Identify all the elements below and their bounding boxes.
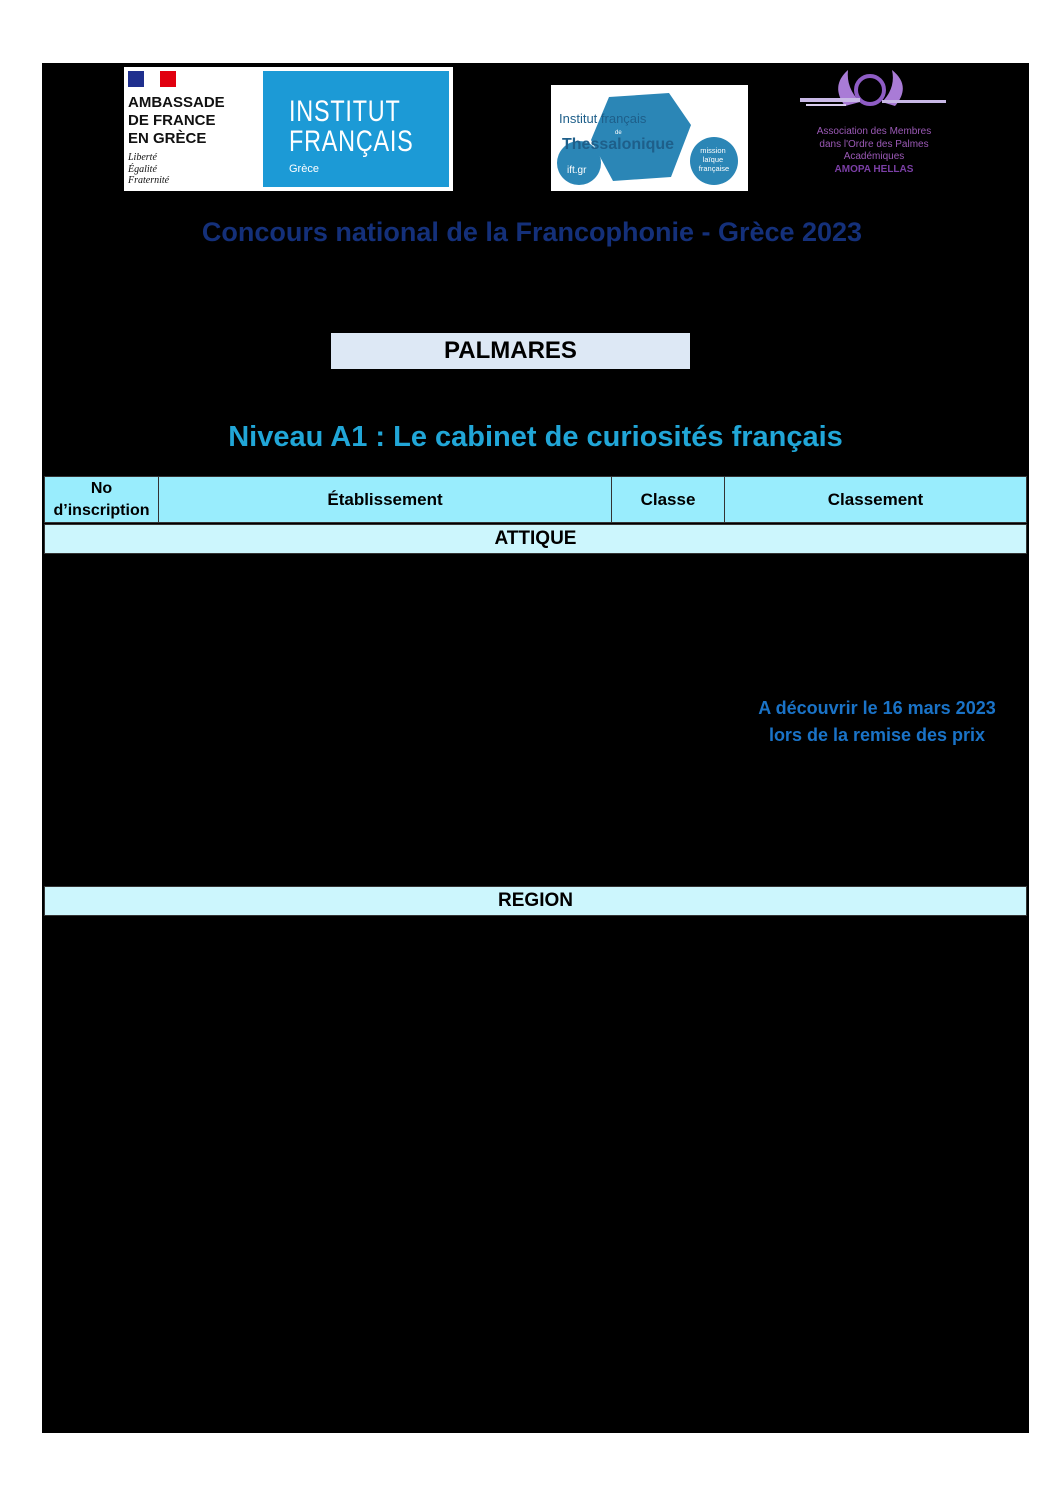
institut-francais-name: INSTITUT FRANÇAIS: [289, 95, 414, 158]
ambassade-motto: Liberté Égalité Fraternité: [128, 152, 170, 186]
amopa-logo: [800, 66, 948, 188]
palm-wreath-icon: [800, 66, 948, 126]
thessalonique-logo: [551, 85, 748, 191]
ambassade-name: AMBASSADE DE FRANCE EN GRÈCE: [128, 94, 225, 147]
institut-francais-logo: [263, 71, 449, 187]
column-classe: Classe: [612, 477, 725, 522]
column-no-inscription: No d’inscription: [45, 477, 159, 522]
palmares-heading: PALMARES: [331, 333, 690, 369]
column-etablissement: Établissement: [159, 477, 612, 522]
marianne-flag-icon: [128, 71, 176, 87]
ambassade-logo: [124, 67, 453, 191]
thessalonique-line1: Institut français: [559, 111, 647, 126]
contest-title: Concours national de la Francophonie - Grèce 2023: [201, 217, 863, 247]
thessalonique-de: de: [615, 130, 622, 136]
thessalonique-mission: mission laïque française: [698, 146, 730, 173]
thessalonique-url: ift.gr: [567, 165, 587, 176]
thessalonique-city: Thessalonique: [562, 136, 675, 153]
column-classement: Classement: [827, 489, 924, 509]
section-region: REGION: [44, 886, 1027, 916]
section-attique: ATTIQUE: [44, 524, 1027, 554]
level-title: Niveau A1 : Le cabinet de curiosités français: [228, 421, 843, 453]
results-table-header: [44, 476, 1027, 523]
amopa-name: AMOPA HELLAS: [834, 163, 914, 175]
amopa-description: Association des Membres dans l'Ordre des Palmes Académiques AMOPA HELLAS: [816, 126, 932, 175]
institut-francais-country: Grèce: [289, 163, 319, 175]
reveal-note: A découvrir le 16 mars 2023 lors de la remise des prix: [758, 698, 996, 745]
